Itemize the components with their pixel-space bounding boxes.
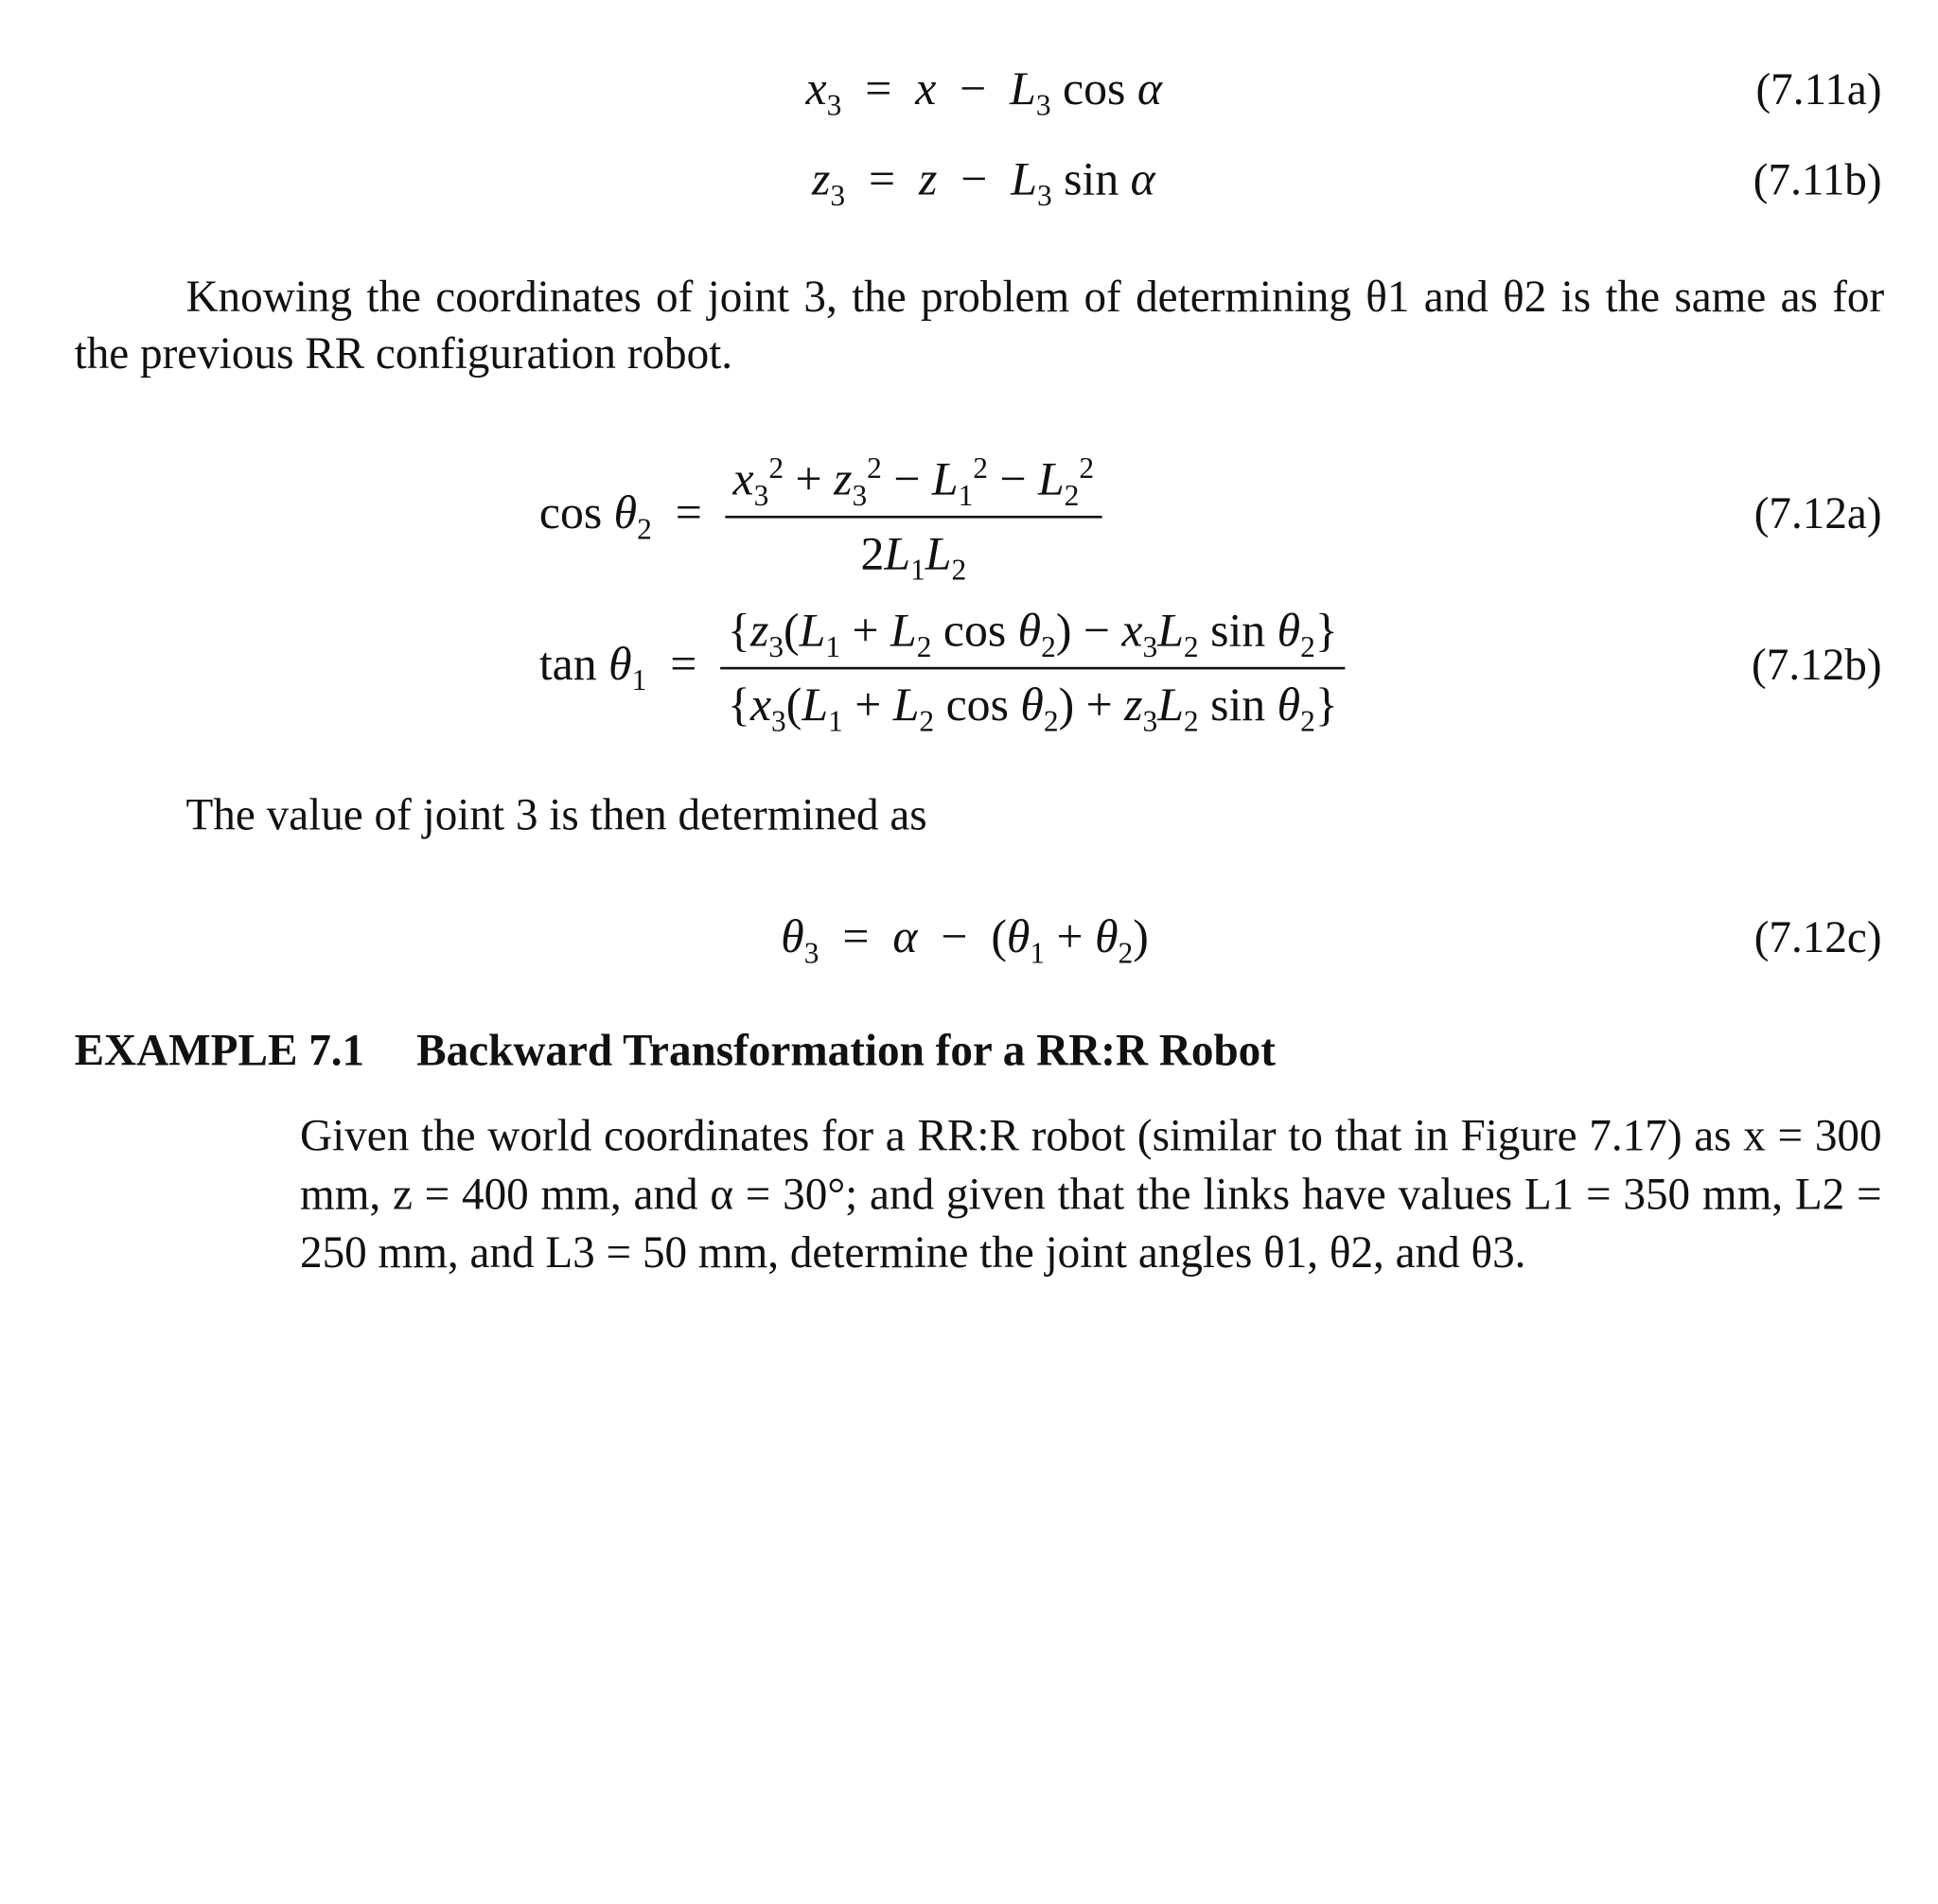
equation-7-12c — [0, 900, 1938, 987]
fraction: $\frac{x_3^2 + z_3^2 - L_1^2 - L_2^2}{2L_1L_2}$ — [726, 444, 1101, 591]
equation-number: (7.11a) — [1755, 64, 1882, 115]
equation-7-12c-body: $\theta_3 = \alpha - (\theta_1 + \theta_2)$ — [781, 910, 1149, 971]
equation-7-12a-body: $\cos \theta_2$ = $\frac{x_3^2 + z_3^2 - L_1^2 - L_2^2}{2L_1L_2}$ — [539, 439, 1101, 591]
example-heading — [75, 1024, 1276, 1076]
equation-7-12a — [0, 439, 1938, 588]
paragraph-value-of-joint-text: The value of joint 3 is then determined as — [185, 789, 927, 839]
paragraph-knowing — [75, 268, 1885, 382]
equation-number: (7.12c) — [1753, 912, 1882, 962]
paragraph-knowing-text: Knowing the coordinates of joint 3, the problem of determining θ1 and θ2 is the same as for the previous RR configuration robot. — [74, 271, 1885, 379]
equation-number: (7.11b) — [1753, 154, 1882, 205]
equation-7-11b-body: $z_3 = z - L_3$ sin α — [812, 153, 1155, 213]
equation-number: (7.12b) — [1752, 639, 1882, 690]
equation-7-12b-body: $\tan \theta_1$ = $\frac{\{z_3(L_1 + L_2 \cos \theta_2) - x_3L_2 \sin \theta_2\}}{\{x_3(L_1 + L_2 \cos \theta_2) + z_3L_2 \sin \theta_2\}}$ — [539, 591, 1346, 742]
example-title: Backward Transformation for a RR:R Robot — [416, 1025, 1276, 1075]
paragraph-value-of-joint — [75, 786, 1885, 843]
equation-7-12b — [0, 591, 1938, 739]
example-body: Given the world coordinates for a RR:R robot (similar to that in Figure 7.17) as x = 300 mm, z = 400 mm, and α = 30°; and given that the links have values L1 = 350 mm, L2 = 250 mm, and L3 = 50 mm, determine the joint angles θ1, θ2, and θ3. — [300, 1110, 1882, 1278]
example-label: EXAMPLE 7.1 — [74, 1025, 365, 1075]
equation-7-11a-body: $x_3 = x - L_3$ cos α — [805, 62, 1162, 123]
fraction: $\frac{\{z_3(L_1 + L_2 \cos \theta_2) - x_3L_2 \sin \theta_2\}}{\{x_3(L_1 + L_2 \cos \theta_2) + z_3L_2 \sin \theta_2\}}$ — [720, 595, 1345, 742]
equation-number: (7.12a) — [1753, 488, 1882, 538]
equation-7-11a — [0, 52, 1938, 139]
equation-7-11b — [0, 143, 1938, 230]
